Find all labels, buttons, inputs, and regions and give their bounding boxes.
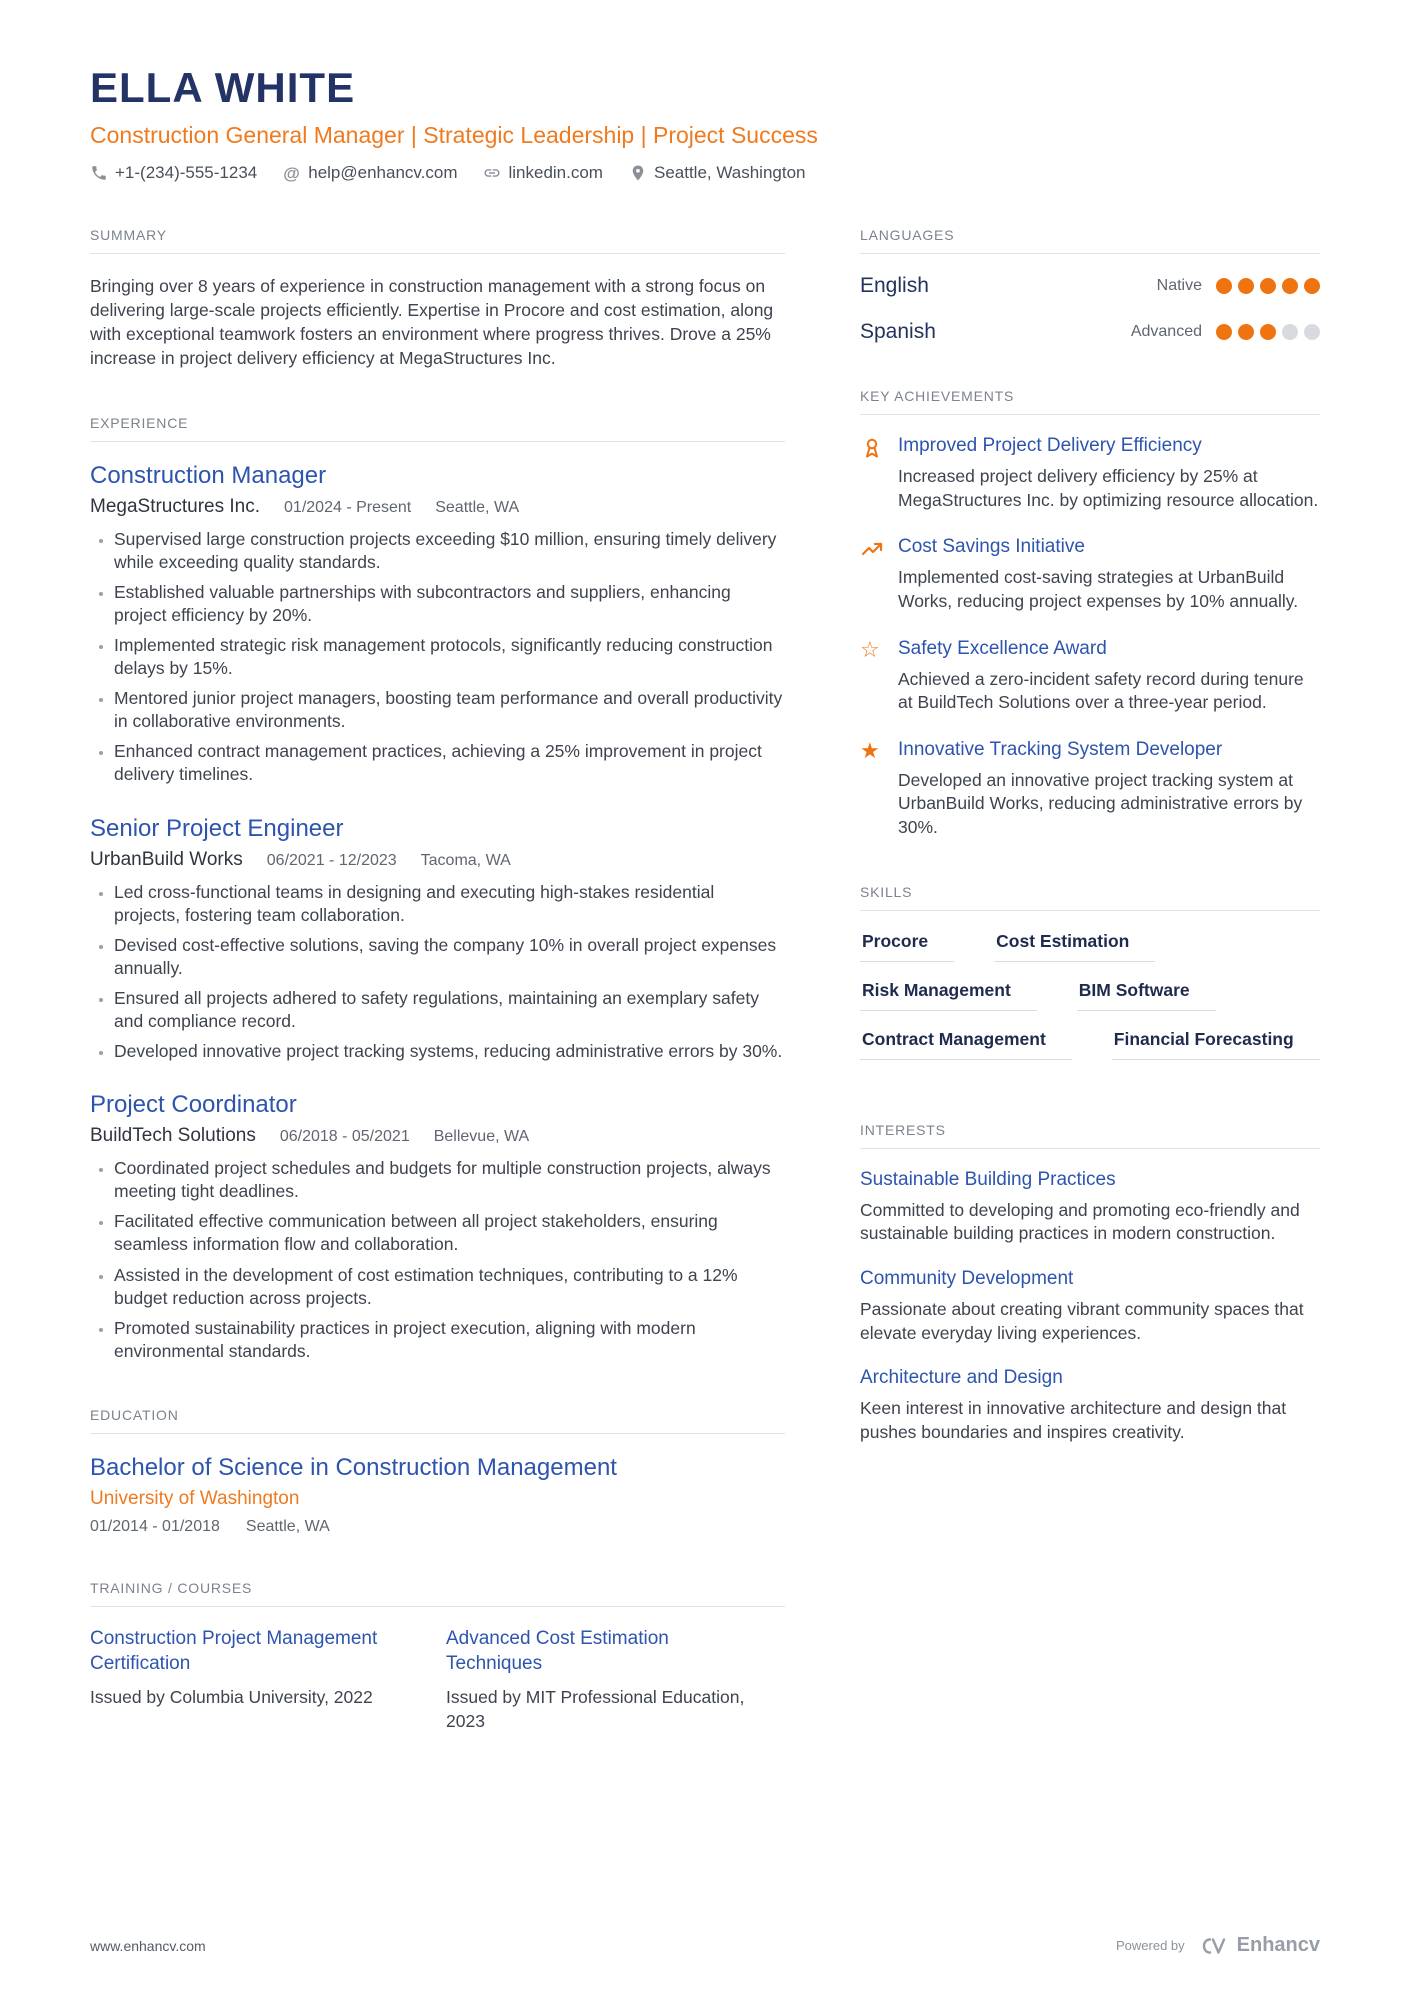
language-row	[860, 274, 1320, 298]
job-entry	[90, 462, 785, 787]
achievement-entry	[860, 638, 1320, 715]
interests-section	[860, 1122, 1320, 1445]
bullet-item: • Ensured all projects adhered to safety regulations, maintaining an exemplary safety and compliance record.	[114, 987, 785, 1033]
trending-up-icon	[860, 536, 886, 613]
skill-item: Financial Forecasting	[1112, 1029, 1320, 1060]
resume-header	[90, 64, 1320, 183]
footer-website-link[interactable]: www.enhancv.com	[90, 1937, 206, 1954]
bullet-item: • Devised cost-effective solutions, saving the company 10% in overall project expenses annually.	[114, 934, 785, 980]
skill-item: Contract Management	[860, 1029, 1072, 1060]
achievement-entry	[860, 435, 1320, 512]
bullet-item: • Enhanced contract management practices, achieving a 25% improvement in project delivery timelines.	[114, 740, 785, 786]
enhancv-logo-mark	[1197, 1935, 1231, 1957]
job-entry	[90, 1091, 785, 1363]
interest-title: Community Development	[860, 1267, 1074, 1289]
bullet-item: • Developed innovative project tracking systems, reducing administrative errors by 30%.	[114, 1040, 785, 1063]
achievements-section	[860, 388, 1320, 840]
training-section	[90, 1580, 785, 1734]
job-dates: 06/2018 - 05/2021	[279, 1128, 410, 1146]
achievement-text: Developed an innovative project tracking system at UrbanBuild Works, reducing administrative errors by 30%.	[898, 769, 1303, 837]
achievement-text: Increased project delivery efficiency by 25% at MegaStructures Inc. by optimizing resource allocation.	[898, 466, 1319, 510]
powered-by	[1116, 1934, 1320, 1957]
achievement-title: Innovative Tracking System Developer	[898, 738, 1223, 760]
language-name: Spanish	[860, 320, 936, 343]
achievement-title: Cost Savings Initiative	[898, 536, 1085, 558]
job-location: Bellevue, WA	[433, 1128, 530, 1146]
experience-section	[90, 415, 785, 1363]
company-name: BuildTech Solutions	[90, 1125, 256, 1147]
bullet-item: • Mentored junior project managers, boosting team performance and overall productivity in collaborative environments.	[114, 687, 785, 733]
language-row	[860, 320, 1320, 344]
course-title: Advanced Cost Estimation Techniques	[446, 1627, 669, 1674]
phone-icon	[90, 164, 108, 182]
education-location: Seattle, WA	[245, 1517, 330, 1535]
skills-list	[860, 931, 1320, 1060]
achievement-text: Implemented cost-saving strategies at UrbanBuild Works, reducing project expenses by 10% annually.	[898, 567, 1299, 611]
interest-title: Sustainable Building Practices	[860, 1168, 1116, 1190]
course-issuer: Issued by Columbia University, 2022	[90, 1687, 373, 1708]
link-icon	[483, 164, 501, 182]
language-dots	[1216, 324, 1320, 340]
interests-label: INTERESTS	[860, 1122, 1320, 1149]
enhancv-logo-text: Enhancv	[1236, 1934, 1320, 1956]
job-meta	[90, 1125, 785, 1147]
skill-item: Risk Management	[860, 980, 1037, 1011]
page-footer	[90, 1934, 1320, 1957]
person-name: ELLA WHITE	[90, 64, 356, 111]
interest-text: Committed to developing and promoting eco-friendly and sustainable building practices in modern construction.	[860, 1199, 1300, 1244]
language-name: English	[860, 274, 929, 297]
contact-row	[90, 163, 1320, 183]
bullet-item: • Established valuable partnerships with subcontractors and suppliers, enhancing project efficiency by 20%.	[114, 581, 785, 627]
email-icon	[283, 164, 301, 182]
bullet-item: • Supervised large construction projects exceeding $10 million, ensuring timely delivery while exceeding quality standards.	[114, 528, 785, 574]
company-name: UrbanBuild Works	[90, 848, 243, 870]
job-bullets	[90, 881, 785, 1064]
star-outline-icon	[860, 638, 886, 715]
degree-title: Bachelor of Science in Construction Management	[90, 1453, 617, 1481]
skill-item: BIM Software	[1077, 980, 1216, 1011]
job-meta	[90, 849, 785, 871]
course-issuer: Issued by MIT Professional Education, 2023	[446, 1687, 745, 1731]
job-title: Construction Manager	[90, 461, 327, 489]
job-location: Tacoma, WA	[420, 851, 511, 869]
interest-text: Passionate about creating vibrant community spaces that elevate everyday living experiences.	[860, 1298, 1304, 1343]
skills-section	[860, 884, 1320, 1060]
achievement-text: Achieved a zero-incident safety record during tenure at BuildTech Solutions over a three-year period.	[898, 668, 1304, 713]
job-meta	[90, 496, 785, 518]
languages-label: LANGUAGES	[860, 227, 1320, 254]
location-pin-icon	[629, 164, 647, 182]
job-location: Seattle, WA	[435, 498, 520, 516]
interest-text: Keen interest in innovative architecture and design that pushes boundaries and inspires creativity.	[860, 1398, 1287, 1442]
website-contact[interactable]	[483, 163, 603, 183]
interest-entry	[860, 1268, 1320, 1345]
website-url: linkedin.com	[508, 163, 603, 182]
skill-item: Cost Estimation	[994, 931, 1155, 962]
job-dates: 06/2021 - 12/2023	[266, 851, 397, 869]
achievement-entry	[860, 739, 1320, 840]
phone-contact[interactable]	[90, 163, 257, 183]
language-level: Native	[1156, 277, 1202, 294]
interest-entry	[860, 1169, 1320, 1246]
job-bullets	[90, 1157, 785, 1363]
job-dates: 01/2024 - Present	[284, 498, 412, 516]
star-filled-icon	[860, 739, 886, 840]
summary-text: Bringing over 8 years of experience in construction management with a strong focus on delivering large-scale projects efficiently. Expertise in Procore and cost estimation, along with exceptional teamwork fosters an environment where progress thrives. Drove a 25% increase in project delivery efficiency at MegaStructures Inc.	[90, 276, 774, 369]
education-section	[90, 1407, 785, 1536]
location-contact	[629, 163, 806, 183]
medal-icon	[860, 435, 886, 512]
enhancv-logo[interactable]	[1197, 1934, 1320, 1957]
experience-label: EXPERIENCE	[90, 415, 785, 442]
course-entry	[90, 1627, 390, 1734]
achievements-label: KEY ACHIEVEMENTS	[860, 388, 1320, 415]
course-title: Construction Project Management Certification	[90, 1627, 378, 1674]
powered-by-label: Powered by	[1115, 1938, 1185, 1953]
content-grid	[90, 227, 1320, 1778]
left-column	[90, 227, 785, 1778]
interest-title: Architecture and Design	[860, 1367, 1063, 1389]
phone-number: +1-(234)-555-1234	[115, 163, 258, 182]
right-column	[860, 227, 1320, 1778]
achievement-title: Improved Project Delivery Efficiency	[898, 435, 1202, 456]
email-address: help@enhancv.com	[308, 163, 458, 182]
language-level: Advanced	[1130, 323, 1202, 340]
skills-label: SKILLS	[860, 884, 1320, 911]
achievement-entry	[860, 536, 1320, 613]
location-text: Seattle, Washington	[653, 163, 806, 182]
training-label: TRAINING / COURSES	[90, 1580, 785, 1607]
bullet-item: • Led cross-functional teams in designing and executing high-stakes residential projects, fostering team collaboration.	[114, 881, 785, 927]
headline: Construction General Manager | Strategic Leadership | Project Success	[90, 122, 818, 148]
job-bullets	[90, 528, 785, 787]
bullet-item: • Facilitated effective communication between all project stakeholders, ensuring seamless information flow and collaboration.	[114, 1210, 785, 1256]
job-entry	[90, 815, 785, 1064]
job-title: Senior Project Engineer	[90, 814, 344, 842]
company-name: MegaStructures Inc.	[90, 495, 261, 517]
language-dots	[1216, 278, 1320, 294]
education-dates: 01/2014 - 01/2018	[90, 1517, 220, 1535]
summary-section	[90, 227, 785, 371]
school-name: University of Washington	[90, 1487, 300, 1509]
skill-item: Procore	[860, 931, 954, 962]
bullet-item: • Coordinated project schedules and budgets for multiple construction projects, always meeting tight deadlines.	[114, 1157, 785, 1203]
languages-section	[860, 227, 1320, 344]
email-contact[interactable]	[283, 163, 457, 183]
education-meta	[90, 1518, 785, 1536]
course-entry	[446, 1627, 746, 1734]
education-label: EDUCATION	[90, 1407, 785, 1434]
bullet-item: • Assisted in the development of cost estimation techniques, contributing to a 12% budget reduction across projects.	[114, 1264, 785, 1310]
achievement-title: Safety Excellence Award	[898, 637, 1107, 659]
bullet-item: • Promoted sustainability practices in project execution, aligning with modern environmental standards.	[114, 1317, 785, 1363]
interest-entry	[860, 1367, 1320, 1444]
job-title: Project Coordinator	[90, 1091, 297, 1119]
bullet-item: • Implemented strategic risk management protocols, significantly reducing construction delays by 15%.	[114, 634, 785, 680]
courses-row	[90, 1627, 785, 1734]
summary-label: SUMMARY	[90, 227, 785, 254]
